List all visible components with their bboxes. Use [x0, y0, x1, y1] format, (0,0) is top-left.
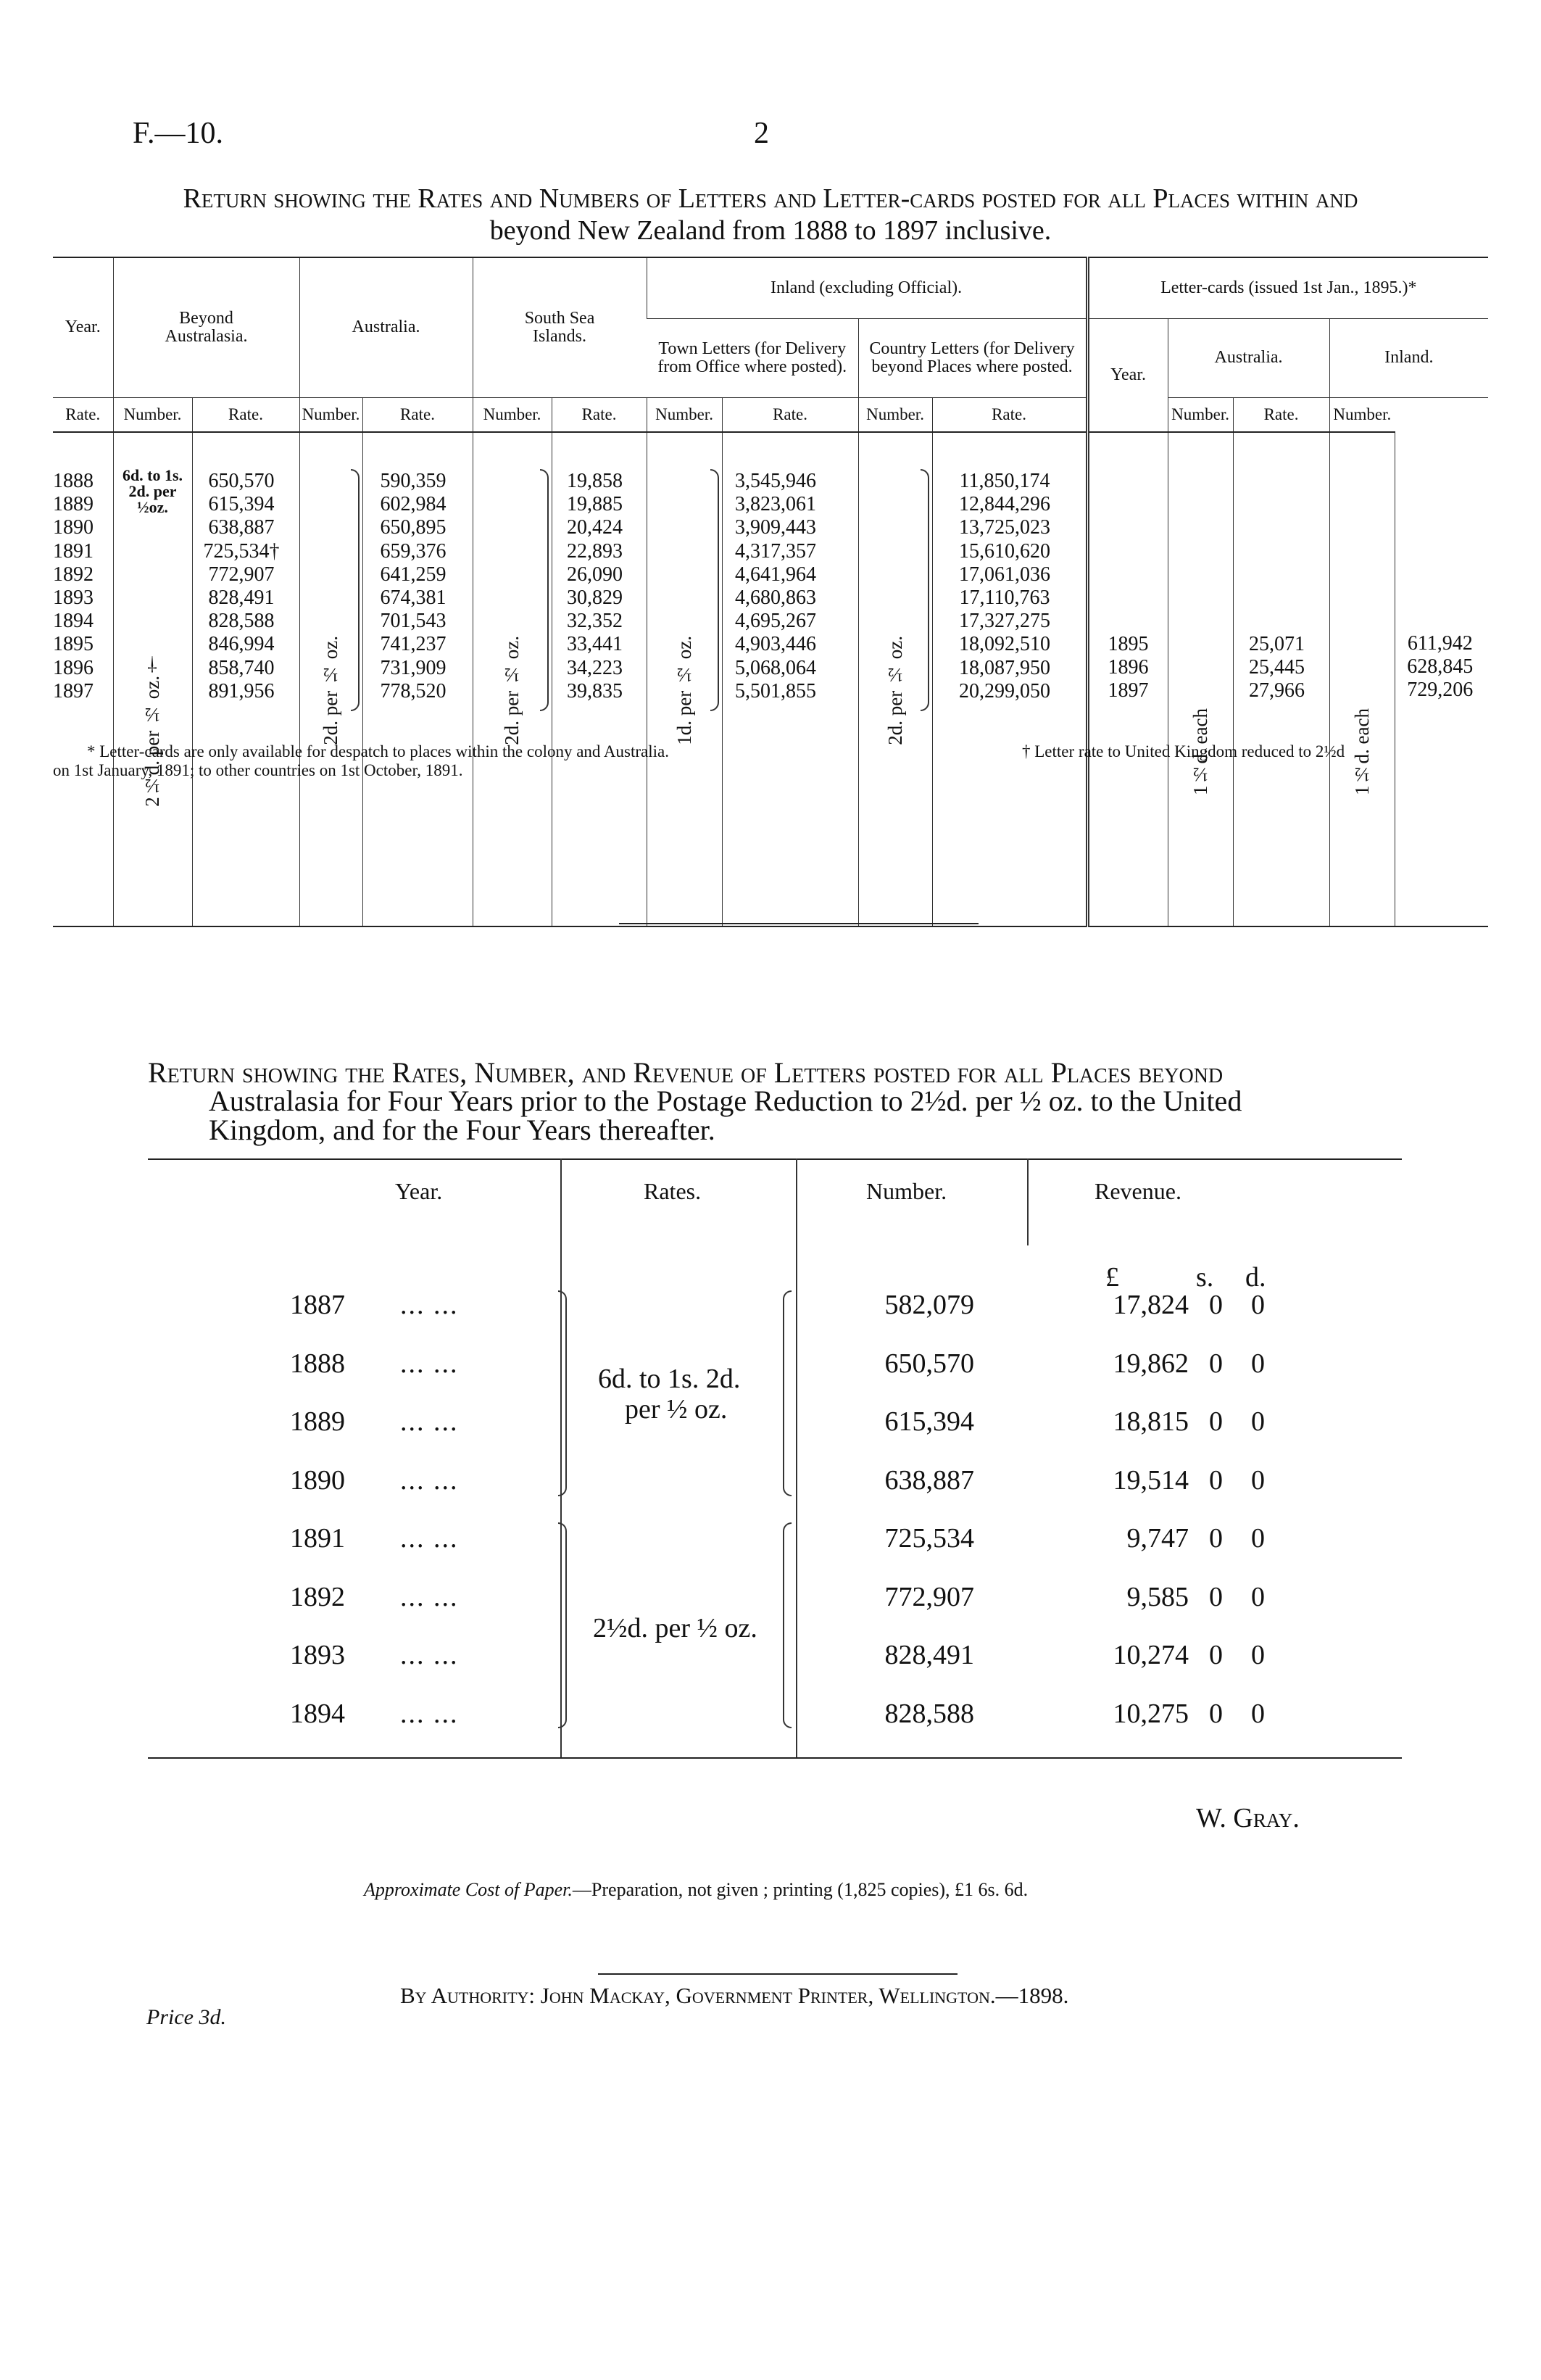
number-cell: 828,491	[208, 586, 275, 610]
header-number: Number.	[1329, 398, 1395, 433]
cost-of-paper	[364, 1879, 1028, 1901]
year-cell: 1896	[1108, 656, 1149, 679]
row-shillings: 0	[1209, 1290, 1223, 1320]
brace	[783, 1522, 792, 1728]
number-cell: 3,909,443	[735, 516, 817, 539]
year-cell: 1895	[53, 633, 94, 656]
table1-title-line2: beyond New Zealand from 1888 to 1897 inclusive.	[489, 215, 1052, 246]
row-pence: 0	[1251, 1523, 1265, 1554]
row-leader: ... ...	[400, 1581, 459, 1612]
number-cell: 602,984	[380, 493, 446, 516]
town-numbers	[722, 432, 858, 926]
number-cell: 628,845	[1407, 655, 1474, 679]
number-cell: 891,956	[208, 679, 275, 702]
lc-australia-numbers	[1233, 432, 1329, 926]
year-cell: 1890	[53, 516, 94, 539]
number-cell: 17,110,763	[959, 586, 1050, 610]
number-cell: 4,317,357	[735, 539, 817, 563]
header-rate: Rate.	[552, 398, 647, 433]
row-number: 828,588	[884, 1698, 974, 1729]
row-pounds: 19,514	[1113, 1464, 1189, 1496]
number-cell: 12,844,296	[959, 493, 1051, 516]
rate-late: 2½d. per ½ oz.†	[141, 653, 164, 807]
number-cell: 5,068,064	[735, 656, 817, 679]
row-number: 725,534	[884, 1523, 974, 1554]
rate-label: 1d. per ½ oz.	[673, 635, 695, 745]
brace	[351, 469, 360, 711]
beyond-australasia-numbers	[192, 432, 299, 926]
header-number: Number.	[866, 1178, 947, 1204]
number-cell: 4,680,863	[735, 586, 817, 610]
number-cell: 25,071	[1249, 633, 1305, 655]
number-cell: 4,903,446	[735, 633, 817, 656]
section-divider	[619, 923, 979, 924]
number-cell: 729,206	[1407, 679, 1474, 702]
number-cell: 638,887	[208, 516, 275, 539]
year-column	[53, 432, 113, 926]
header-number: Number.	[299, 398, 362, 433]
brace	[783, 1290, 792, 1496]
row-number: 582,079	[884, 1290, 974, 1320]
row-pence: 0	[1251, 1348, 1265, 1379]
number-cell: 846,994	[208, 633, 275, 656]
row-number: 638,887	[884, 1464, 974, 1496]
header-letter-cards: Letter-cards (issued 1st Jan., 1895.)*	[1087, 257, 1488, 319]
year-cell: 1894	[53, 610, 94, 633]
row-pence: 0	[1251, 1290, 1265, 1320]
row-number: 615,394	[884, 1406, 974, 1437]
brace	[921, 469, 929, 711]
year-cell: 1891	[53, 539, 94, 563]
row-shillings: 0	[1209, 1581, 1223, 1612]
row-leader: ... ...	[400, 1640, 459, 1670]
number-cell: 3,823,061	[735, 493, 817, 516]
number-cell: 4,695,267	[735, 610, 817, 633]
header-year: Year.	[395, 1178, 443, 1204]
page-number: 2	[754, 117, 769, 150]
currency-pence: d.	[1245, 1262, 1266, 1293]
header-town-letters: Town Letters (for Delivery from Office where posted).	[647, 319, 858, 398]
south-sea-rate	[473, 432, 552, 926]
row-leader: ... ...	[400, 1464, 459, 1496]
rate-label: 1½d. each	[1350, 708, 1373, 795]
footnote-continued: on 1st January, 1891; to other countries on 1st October, 1891.	[53, 761, 463, 779]
number-cell: 828,588	[208, 610, 275, 633]
number-cell: 725,534†	[203, 539, 280, 563]
country-numbers	[932, 432, 1087, 926]
rate-early-line2: per ½ oz.	[625, 1394, 728, 1425]
row-shillings: 0	[1209, 1640, 1223, 1670]
signature: W. Gray.	[1196, 1803, 1300, 1833]
row-shillings: 0	[1209, 1464, 1223, 1496]
number-cell: 674,381	[380, 586, 446, 610]
header-beyond-australasia: Beyond Australasia.	[113, 257, 299, 398]
year-cell: 1895	[1108, 633, 1149, 655]
rate-label: 2d. per ½ oz.	[501, 635, 523, 745]
number-cell: 11,850,174	[959, 470, 1050, 492]
row-year: 1890	[290, 1464, 345, 1496]
brace	[540, 469, 549, 711]
header-rate: Rate.	[932, 398, 1087, 433]
footnote-star: * Letter-cards are only available for despatch to places within the colony and Australia.	[87, 742, 669, 760]
row-leader: ... ...	[400, 1348, 459, 1379]
header-rate: Rate.	[1233, 398, 1329, 433]
australia-rate	[299, 432, 362, 926]
row-pence: 0	[1251, 1581, 1265, 1612]
number-cell: 641,259	[380, 563, 446, 586]
header-lc-inland: Inland.	[1329, 319, 1488, 398]
row-shillings: 0	[1209, 1348, 1223, 1379]
rate-label: 2d. per ½ oz.	[884, 635, 906, 745]
number-cell: 20,299,050	[959, 679, 1051, 702]
row-pounds: 10,274	[1113, 1640, 1189, 1670]
number-cell: 18,087,950	[959, 656, 1051, 679]
number-cell: 772,907	[208, 563, 275, 586]
row-shillings: 0	[1209, 1406, 1223, 1437]
number-cell: 5,501,855	[735, 679, 817, 702]
header-number: Number.	[113, 398, 192, 433]
table-top-rule	[148, 1158, 1402, 1160]
header-rate: Rate.	[362, 398, 473, 433]
number-cell: 778,520	[380, 679, 446, 702]
cost-text: —Preparation, not given ; printing (1,825 copies), £1 6s. 6d.	[572, 1879, 1029, 1900]
year-cell: 1888	[53, 470, 94, 492]
row-year: 1888	[290, 1348, 345, 1379]
number-cell: 741,237	[380, 633, 446, 656]
row-pence: 0	[1251, 1640, 1265, 1670]
footnote-dagger: † Letter rate to United Kingdom reduced to 2½d	[1022, 742, 1345, 760]
row-pounds: 19,862	[1113, 1348, 1189, 1379]
year-cell: 1897	[1108, 679, 1149, 702]
number-cell: 27,966	[1249, 679, 1305, 702]
beyond-australasia-rate	[113, 432, 192, 926]
number-cell: 650,570	[208, 470, 275, 492]
number-cell: 3,545,946	[735, 470, 817, 492]
number-cell: 18,092,510	[959, 633, 1051, 656]
number-cell: 611,942	[1407, 632, 1473, 655]
rate-early-line1: 6d. to 1s. 2d.	[598, 1364, 741, 1394]
number-cell: 34,223	[567, 656, 623, 679]
lc-year-column	[1087, 432, 1168, 926]
table2-title-line3: Kingdom, and for the Four Years thereafter.	[209, 1114, 715, 1146]
number-cell: 590,359	[380, 470, 446, 492]
number-cell: 17,061,036	[959, 563, 1051, 586]
row-year: 1891	[290, 1523, 345, 1554]
year-cell: 1893	[53, 586, 94, 610]
header-rate: Rate.	[53, 398, 113, 433]
brace	[558, 1522, 567, 1728]
price: Price 3d.	[146, 2005, 226, 2029]
number-cell: 33,441	[567, 633, 623, 656]
header-number: Number.	[473, 398, 552, 433]
town-rate	[647, 432, 722, 926]
header-rates: Rates.	[644, 1178, 702, 1204]
row-pounds: 17,824	[1113, 1290, 1189, 1320]
lc-inland-rate	[1329, 432, 1395, 926]
currency-pounds: £	[1105, 1262, 1119, 1293]
number-cell: 858,740	[208, 656, 275, 679]
header-number: Number.	[1168, 398, 1233, 433]
row-leader: ... ...	[400, 1698, 459, 1729]
row-year: 1893	[290, 1640, 345, 1670]
row-year: 1892	[290, 1581, 345, 1612]
row-leader: ... ...	[400, 1523, 459, 1554]
header-number: Number.	[858, 398, 932, 433]
header-country-letters: Country Letters (for Delivery beyond Places where posted.	[858, 319, 1087, 398]
number-cell: 19,885	[567, 493, 623, 516]
header-revenue: Revenue.	[1095, 1178, 1181, 1204]
number-cell: 32,352	[567, 610, 623, 633]
currency-shillings: s.	[1196, 1262, 1214, 1293]
year-cell: 1892	[53, 563, 94, 586]
column-rule	[1027, 1158, 1029, 1245]
number-cell: 701,543	[380, 610, 446, 633]
rate-late: 2½d. per ½ oz.	[593, 1613, 757, 1643]
header-australia: Australia.	[299, 257, 473, 398]
table2-title-line1: Return showing the Rates, Number, and Revenue of Letters posted for all Places beyond	[148, 1056, 1224, 1089]
column-rule	[796, 1158, 797, 1757]
header-number: Number.	[647, 398, 722, 433]
row-number: 650,570	[884, 1348, 974, 1379]
rate-early: 6d. to 1s. 2d. per ½oz.	[122, 466, 183, 516]
number-cell: 26,090	[567, 563, 623, 586]
year-cell: 1896	[53, 656, 94, 679]
rate-label: 1½d. each	[1189, 708, 1211, 795]
lc-inland-numbers	[1395, 432, 1488, 926]
rate-label: 2d. per ½ oz.	[320, 635, 342, 745]
table2-title-line2: Australasia for Four Years prior to the Postage Reduction to 2½d. per ½ oz. to the United	[209, 1085, 1242, 1117]
number-cell: 25,445	[1249, 656, 1305, 679]
header-rate: Rate.	[722, 398, 858, 433]
year-cell: 1889	[53, 493, 94, 516]
row-pence: 0	[1251, 1464, 1265, 1496]
row-leader: ... ...	[400, 1290, 459, 1320]
header-south-sea: South Sea Islands.	[473, 257, 647, 398]
row-number: 772,907	[884, 1581, 974, 1612]
brace	[558, 1290, 567, 1496]
number-cell: 20,424	[567, 516, 623, 539]
row-pence: 0	[1251, 1698, 1265, 1729]
australia-numbers	[362, 432, 473, 926]
number-cell: 650,895	[380, 516, 446, 539]
table1-title-line1: Return showing the Rates and Numbers of Letters and Letter-cards posted for all Places within and	[183, 183, 1358, 214]
row-number: 828,491	[884, 1640, 974, 1670]
header-lc-australia: Australia.	[1168, 319, 1329, 398]
number-cell: 22,893	[567, 539, 623, 563]
row-pounds: 9,747	[1126, 1523, 1189, 1554]
number-cell: 13,725,023	[959, 516, 1051, 539]
number-cell: 39,835	[567, 679, 623, 702]
number-cell: 15,610,620	[959, 539, 1051, 563]
header-rate: Rate.	[192, 398, 299, 433]
number-cell: 19,858	[567, 470, 623, 492]
header-inland: Inland (excluding Official).	[647, 257, 1087, 319]
page-reference: F.—10.	[133, 117, 223, 150]
header-year: Year.	[53, 257, 113, 398]
country-rate	[858, 432, 932, 926]
rates-numbers-table	[53, 257, 1488, 927]
row-year: 1894	[290, 1698, 345, 1729]
row-shillings: 0	[1209, 1523, 1223, 1554]
row-year: 1889	[290, 1406, 345, 1437]
header-lc-year: Year.	[1087, 319, 1168, 433]
brace	[710, 469, 719, 711]
row-shillings: 0	[1209, 1698, 1223, 1729]
south-sea-numbers	[552, 432, 647, 926]
number-cell: 615,394	[208, 493, 275, 516]
row-pounds: 10,275	[1113, 1698, 1189, 1729]
cost-label: Approximate Cost of Paper.	[364, 1879, 573, 1900]
row-pence: 0	[1251, 1406, 1265, 1437]
row-year: 1887	[290, 1290, 345, 1320]
number-cell: 30,829	[567, 586, 623, 610]
number-cell: 17,327,275	[959, 610, 1051, 633]
number-cell: 4,641,964	[735, 563, 817, 586]
lc-australia-rate	[1168, 432, 1233, 926]
year-cell: 1897	[53, 679, 94, 702]
table-bottom-rule	[148, 1757, 1402, 1759]
row-leader: ... ...	[400, 1406, 459, 1437]
number-cell: 659,376	[380, 539, 446, 563]
printer-authority: By Authority: John Mackay, Government Printer, Wellington.—1898.	[400, 1983, 1069, 2008]
number-cell: 731,909	[380, 656, 446, 679]
row-pounds: 18,815	[1113, 1406, 1189, 1437]
authority-rule	[598, 1973, 958, 1975]
row-pounds: 9,585	[1126, 1581, 1189, 1612]
